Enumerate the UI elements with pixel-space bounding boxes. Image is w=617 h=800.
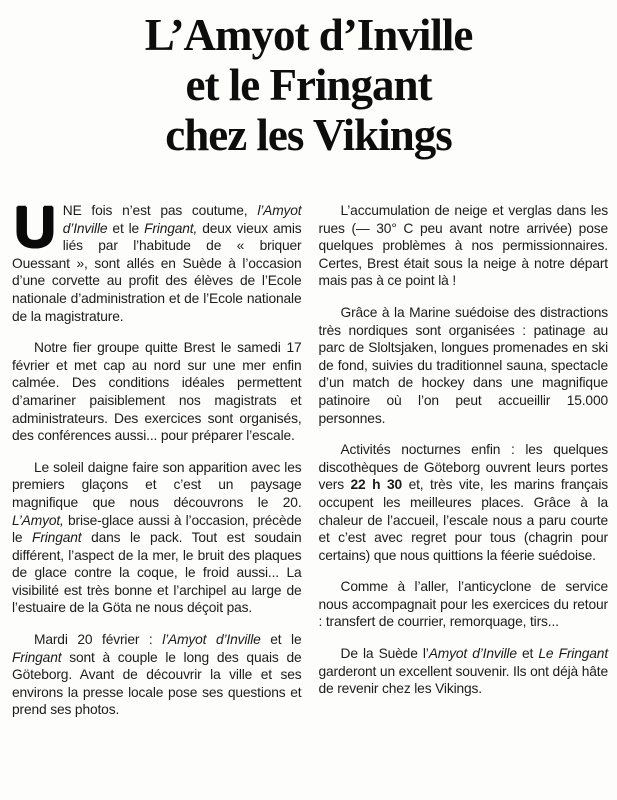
title-line-2: et le Fringant <box>185 60 432 110</box>
article-body <box>0 195 617 733</box>
text-run: dans le pack. Tout est soudain différent, l’aspect de la mer, le bruit des plaques de glace contre la coque, le froid aussi... La visibilité est très bonne et l’archipel au large de l’estuaire de la Göta ne nous déçoit pas. <box>12 530 302 616</box>
paragraph <box>319 441 609 564</box>
text-run: Mardi 20 février : <box>34 632 163 648</box>
text-run: Activités nocturnes enfin : les quelques discothèques de Göteborg ouvrent leurs portes vers <box>318 442 608 493</box>
text-run: sont à couple le long des quais de Göteborg. Avant de découvrir la ville et ses environs la presse locale pose ses questions et prend ses photos. <box>12 649 302 718</box>
text-run: et le <box>260 632 302 648</box>
text-run: Comme à l’aller, l’anticyclone de service nous accompagnait pour les exercices du retour : transfert de courrier, remorquage, tirs... <box>318 579 608 630</box>
paragraph <box>319 202 609 290</box>
paragraph <box>319 645 609 698</box>
text-run: et <box>516 646 539 662</box>
text-run: L’accumulation de neige et verglas dans les rues (— 30° C peu avant notre arrivée) pose quelques problèmes à nos permissionnaires. Certes, Brest était sous la neige à notre départ mais pas à ce point là ! <box>318 203 608 289</box>
text-run: NE fois n’est pas coutume, <box>62 203 258 218</box>
text-run: deux vieux amis liés par l’habitude de « briquer Ouessant », sont allés en Suède à l’occasion d’une corvette au profit des élèves de l’Ecole nationale d’administration et de l’Ecole nationale de la magistrature. <box>12 220 302 324</box>
paragraph <box>12 195 302 325</box>
paragraph <box>12 631 302 719</box>
drop-cap: U <box>14 195 56 260</box>
emphasis-bold: 22 h 30 <box>350 477 403 493</box>
article-title <box>0 0 617 160</box>
ship-name-italic: Fringant <box>12 649 62 665</box>
text-run: garderont un excellent souvenir. Ils ont déjà hâte de revenir chez les Vikings. <box>318 663 608 697</box>
text-run: Grâce à la Marine suédoise des distractions très nordiques sont organisées : patinage au parc de Sloltsjaken, longues promenades en ski de fond, suivies du traditionnel sauna, spectacle d’un match de hockey dans une magnifique patinoire où l’on peut accueillir 15.000 personnes. <box>318 304 608 426</box>
ship-name-italic: l’Amyot d’Inville <box>62 203 302 236</box>
column-right <box>319 202 609 733</box>
paragraph <box>319 578 609 631</box>
ship-name-italic: L’Amyot, <box>12 512 64 528</box>
paragraph <box>319 304 609 427</box>
title-line-1: L’Amyot d’Inville <box>144 10 473 60</box>
text-run: brise-glace aussi à l’occasion, précède le <box>12 512 302 546</box>
ship-name-italic: l’Amyot d’Inville <box>162 632 261 648</box>
paragraph <box>12 459 302 617</box>
ship-name-italic: Le Fringant <box>538 646 608 662</box>
column-left <box>12 195 302 733</box>
ship-name-italic: Amyot d’Inville <box>428 646 517 662</box>
text-run: Le soleil daigne faire son apparition avec les premiers glaçons et c’est un paysage magnifique que nous découvrons le 20. <box>12 459 302 510</box>
text-run: et le <box>107 220 145 236</box>
ship-name-italic: Fringant, <box>144 220 198 236</box>
text-run: Notre fier groupe quitte Brest le samedi 17 février et met cap au nord sur une mer enfin calmée. Des conditions idéales permettent d’amariner paisiblement nos magistrats et administrateurs. Des exercices sont organisés, des conférences aussi... pour préparer l’escale. <box>12 340 302 444</box>
title-line-3: chez les Vikings <box>165 110 452 160</box>
text-run: De la Suède l’ <box>340 646 429 662</box>
ship-name-italic: Fringant <box>32 530 82 546</box>
text-run: et, très vite, les marins français occupent les meilleures places. Grâce à la chaleur de l’accueil, l’escale nous a paru courte et c’est avec regret pour tous (chagrin pour certains) que nous quittions la féerie suédoise. <box>318 477 608 563</box>
paragraph <box>12 339 302 445</box>
